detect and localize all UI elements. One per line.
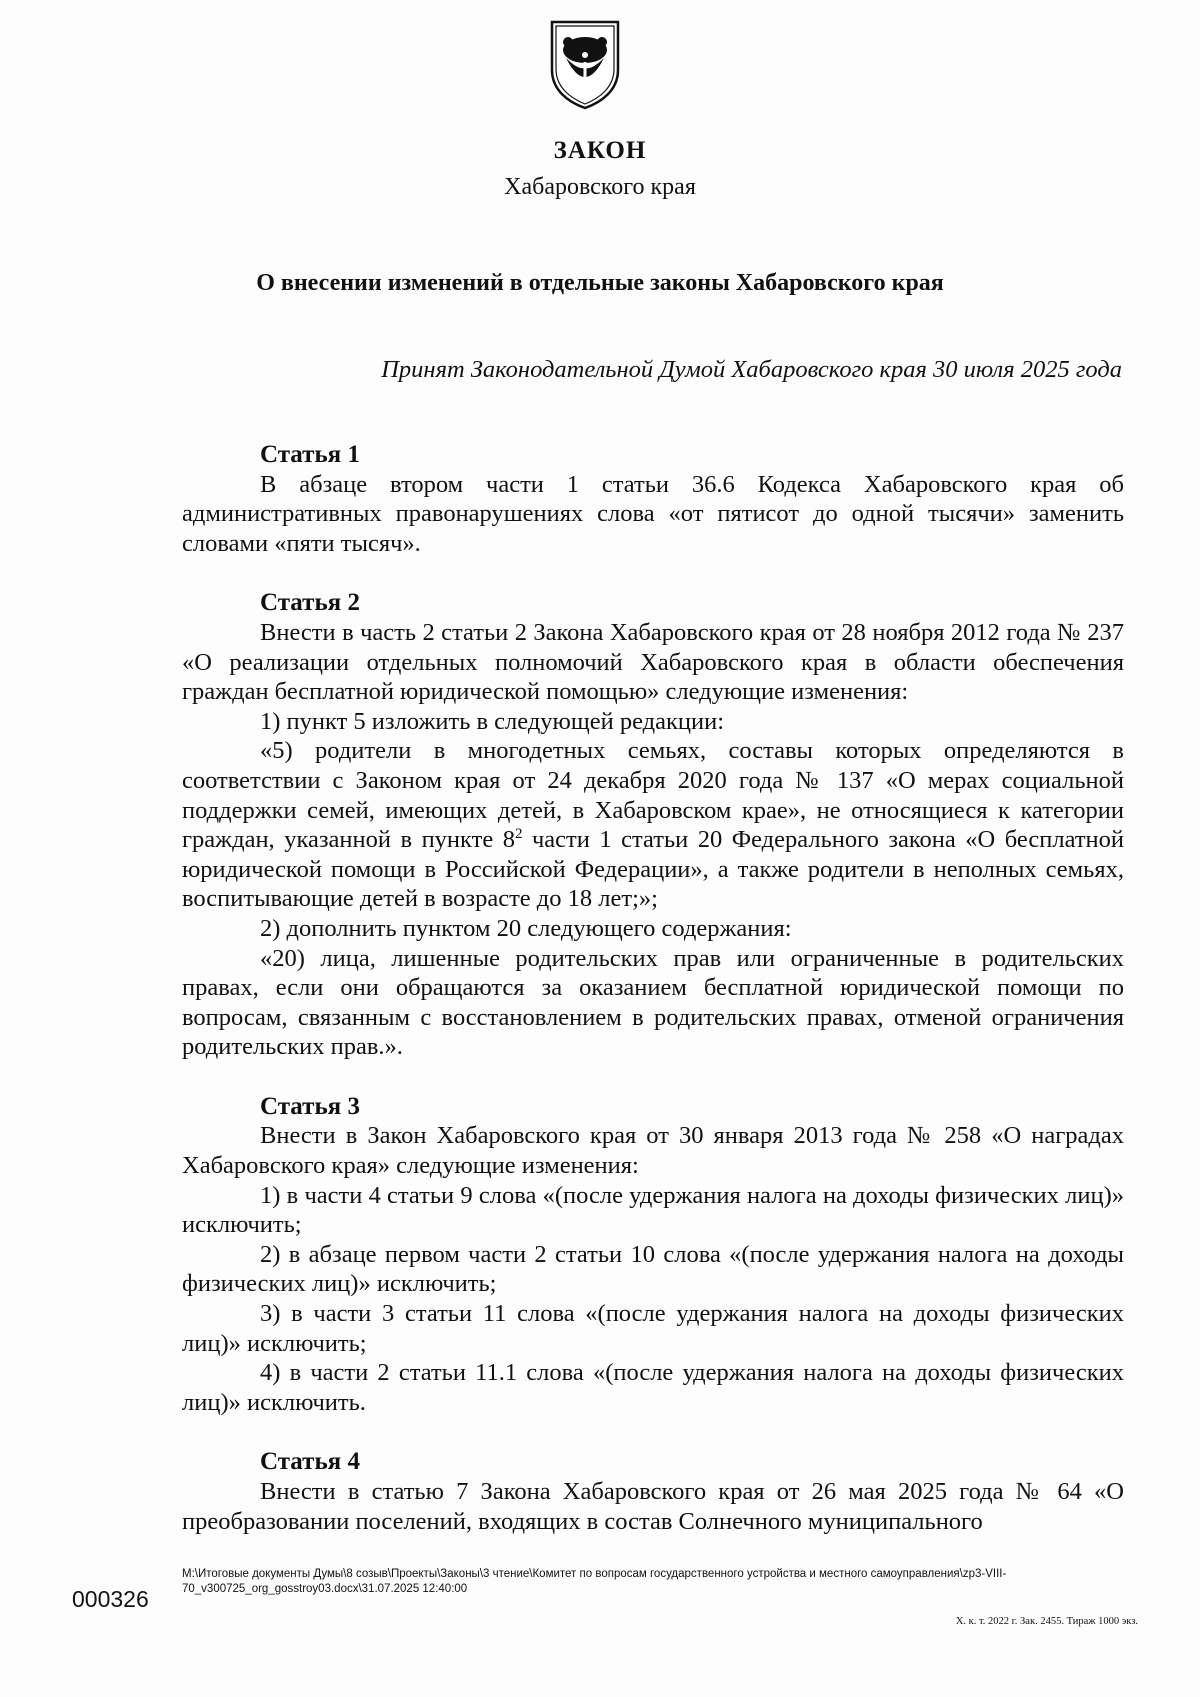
- article-paragraph: [182, 736, 1124, 914]
- paragraph-text: части 1 статьи 20 Федерального закона «О бесплатной юридической помощи в Российской Федерации», а также родители в неполных семьях, воспитывающие детей в возрасте до 18 лет;»;: [182, 826, 1124, 913]
- law-body: [182, 440, 1124, 1566]
- superscript: 2: [514, 825, 523, 842]
- article-paragraph: 1) в части 4 статьи 9 слова «(после удержания налога на доходы физических лиц)» исключить;: [182, 1181, 1124, 1239]
- article-3: [182, 1092, 1124, 1418]
- article-heading: Статья 1: [260, 441, 360, 468]
- article-paragraph: Внести в Закон Хабаровского края от 30 января 2013 года № 258 «О наградах Хабаровского края» следующие изменения:: [182, 1122, 1124, 1180]
- file-path-footer: M:\Итоговые документы Думы\8 созыв\Проекты\Законы\3 чтение\Комитет по вопросам государственного устройства и местного самоуправления\zp3-VIII-70_v300725_org_gosstroy03.docx\31.07.2025 12:40:00: [182, 1568, 1007, 1595]
- document-title: О внесении изменений в отдельные законы Хабаровского края: [256, 270, 944, 296]
- article-paragraph: В абзаце втором части 1 статьи 36.6 Кодекса Хабаровского края об административных правонарушениях слова «от пятисот до одной тысячи» заменить словами «пяти тысяч».: [182, 470, 1124, 557]
- article-paragraph: 2) в абзаце первом части 2 статьи 10 слова «(после удержания налога на доходы физических лиц)» исключить;: [182, 1240, 1124, 1298]
- article-1: [182, 440, 1124, 558]
- article-paragraph: Внести в статью 7 Закона Хабаровского края от 26 мая 2025 года № 64 «О преобразовании поселений, входящих в состав Солнечного муниципального: [182, 1478, 1124, 1535]
- article-4: [182, 1447, 1124, 1536]
- article-2: [182, 588, 1124, 1062]
- article-paragraph: 4) в части 2 статьи 11.1 слова «(после удержания налога на доходы физических лиц)» исключить.: [182, 1359, 1124, 1416]
- article-paragraph: Внести в часть 2 статьи 2 Закона Хабаровского края от 28 ноября 2012 года № 237 «О реализации отдельных полномочий Хабаровского края в области обеспечения граждан бесплатной юридической помощью» следующие изменения:: [182, 618, 1124, 706]
- article-paragraph: 2) дополнить пунктом 20 следующего содержания:: [260, 914, 792, 942]
- article-paragraph: «20) лица, лишенные родительских прав или ограниченные в родительских правах, если они обращаются за оказанием бесплатной юридической помощи по вопросам, связанным с восстановлением в родительских правах, отменой ограничения родительских прав.».: [182, 944, 1124, 1061]
- region-subtitle: Хабаровского края: [504, 174, 696, 200]
- article-paragraph: 1) пункт 5 изложить в следующей редакции:: [260, 707, 725, 735]
- registration-number: 000326: [72, 1586, 149, 1612]
- article-heading: Статья 3: [260, 1092, 360, 1120]
- paragraph-text: «5) родители в многодетных семьях, составы которых определяются в соответствии с Законом края от 24 декабря 2020 года № 137 «О мерах социальной поддержки семей, имеющих детей, в Хабаровском крае», не относящиеся к категории граждан, указанной в пункте 8: [182, 737, 1124, 854]
- coat-of-arms-icon: [546, 18, 624, 110]
- law-heading: ЗАКОН: [553, 137, 647, 164]
- article-heading: Статья 4: [260, 1448, 360, 1476]
- print-info: Х. к. т. 2022 г. Зак. 2455. Тираж 1000 экз.: [955, 1616, 1138, 1627]
- adoption-note: Принят Законодательной Думой Хабаровского края 30 июля 2025 года: [381, 356, 1122, 383]
- article-paragraph: 3) в части 3 статьи 11 слова «(после удержания налога на доходы физических лиц)» исключить;: [182, 1300, 1124, 1357]
- article-heading: Статья 2: [260, 589, 360, 617]
